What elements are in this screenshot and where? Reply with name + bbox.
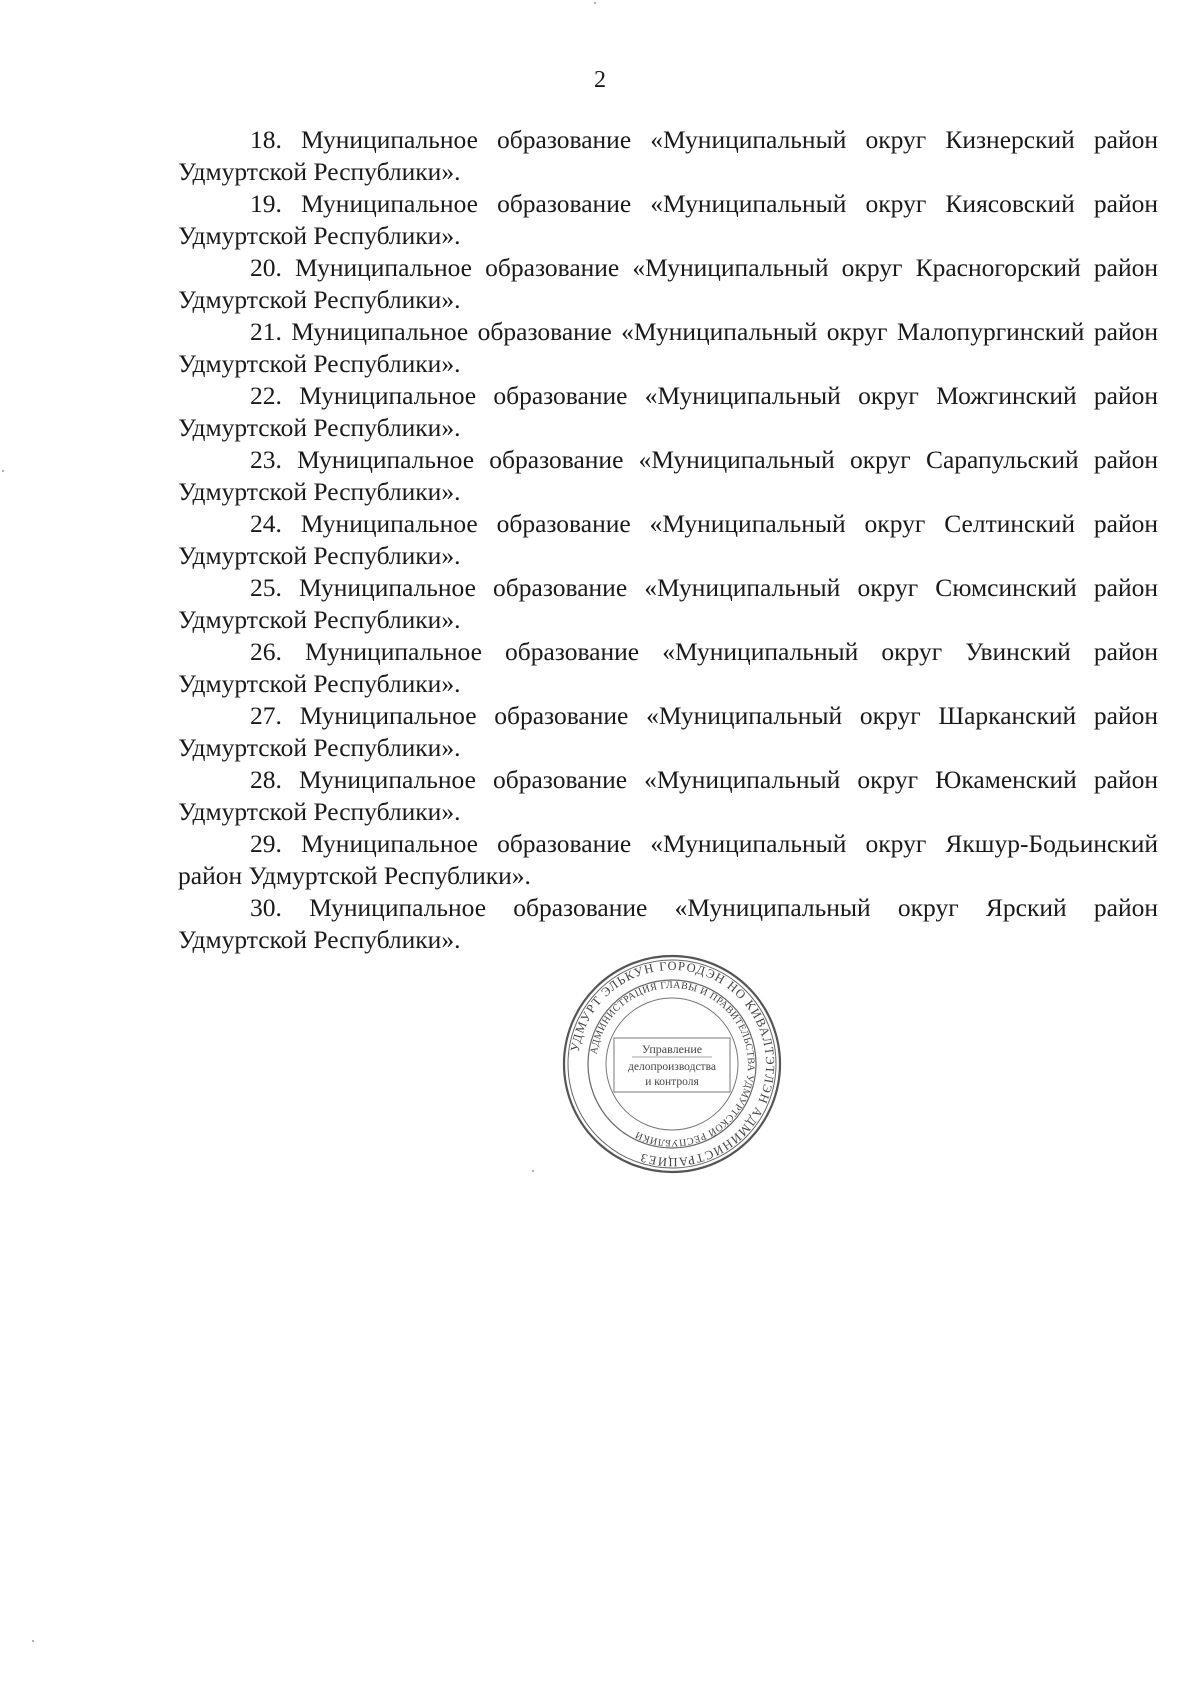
list-item: 29. Муниципальное образование «Муниципальный округ Якшур-Бодьинский район Удмуртской Республики». — [178, 829, 1158, 890]
stamp-center-line-3: и контроля — [645, 1076, 699, 1088]
list-item: 23. Муниципальное образование «Муниципальный округ Сарапульский район Удмуртской Республики». — [178, 445, 1158, 506]
stamp-center-line-1: Управление — [641, 1042, 703, 1056]
list-item: 21. Муниципальное образование «Муниципальный округ Малопургинский район Удмуртской Республики». — [178, 317, 1158, 378]
list-item: 22. Муниципальное образование «Муниципальный округ Можгинский район Удмуртской Республики». — [178, 381, 1158, 442]
list-item: 28. Муниципальное образование «Муниципальный округ Юкаменский район Удмуртской Республики». — [178, 765, 1158, 826]
official-stamp — [560, 952, 784, 1176]
municipality-list — [178, 124, 1158, 956]
list-item: 19. Муниципальное образование «Муниципальный округ Киясовский район Удмуртской Республики». — [178, 189, 1158, 250]
list-item: 18. Муниципальное образование «Муниципальный округ Кизнерский район Удмуртской Республики». — [178, 125, 1158, 186]
scan-speck — [2, 470, 4, 472]
stamp-outer-text: УДМУРТ ЭЛЬКУН ГОРОДЭН НО КИВАЛТЭТЛЭН АДМИНИСТРАЦИЕЗ — [567, 958, 778, 1170]
scan-speck — [532, 1170, 534, 1172]
scan-speck — [32, 1640, 34, 1642]
list-item: 20. Муниципальное образование «Муниципальный округ Красногорский район Удмуртской Республики». — [178, 253, 1158, 314]
page-number: 2 — [594, 67, 606, 93]
list-item: 26. Муниципальное образование «Муниципальный округ Увинский район Удмуртской Республики». — [178, 637, 1158, 698]
list-item: 27. Муниципальное образование «Муниципальный округ Шарканский район Удмуртской Республики». — [178, 701, 1158, 762]
list-item: 25. Муниципальное образование «Муниципальный округ Сюмсинский район Удмуртской Республики». — [178, 573, 1158, 634]
scan-speck — [594, 2, 596, 4]
stamp-seal — [560, 952, 784, 1176]
list-item: 30. Муниципальное образование «Муниципальный округ Ярский район Удмуртской Республики». — [178, 893, 1158, 954]
stamp-center-line-2: делопроизводства — [628, 1061, 716, 1073]
list-item: 24. Муниципальное образование «Муниципальный округ Селтинский район Удмуртской Республики». — [178, 509, 1158, 570]
stamp-inner-text: АДМИНИСТРАЦИЯ ГЛАВЫ И ПРАВИТЕЛЬСТВА УДМУРТСКОЙ РЕСПУБЛИКИ — [588, 979, 757, 1149]
